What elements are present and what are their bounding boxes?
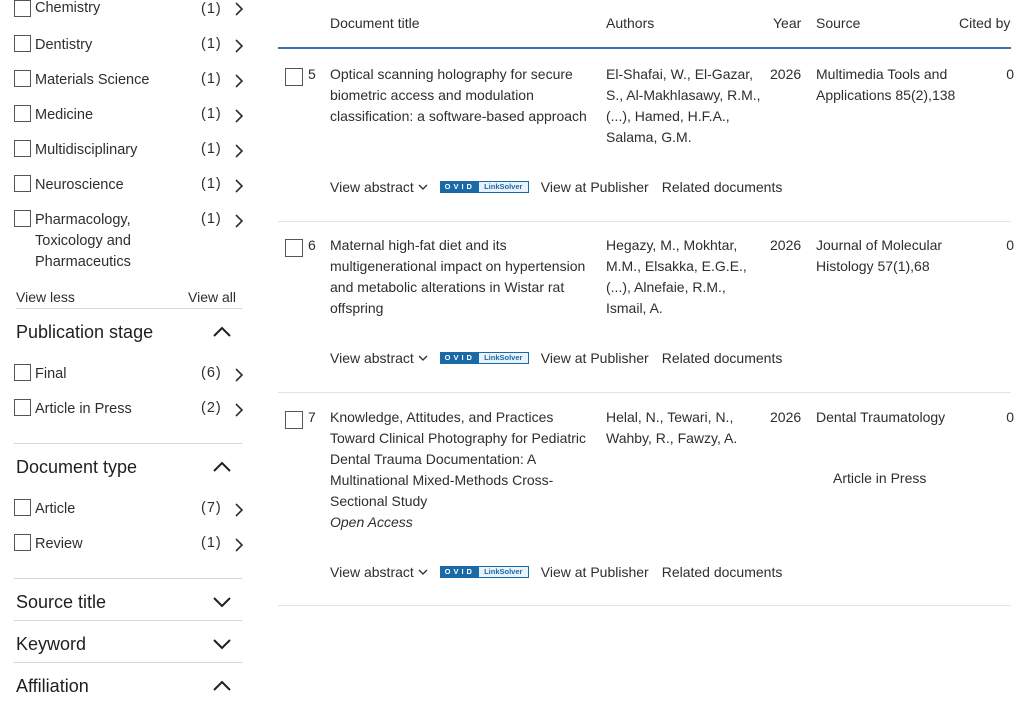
- keyword-header[interactable]: [16, 632, 242, 656]
- chevron-right-icon[interactable]: [232, 109, 246, 123]
- view-abstract-button[interactable]: [330, 350, 428, 366]
- related-documents-link[interactable]: Related documents: [661, 350, 783, 366]
- facet-label: Review: [35, 536, 83, 552]
- chevron-up-icon[interactable]: [212, 678, 232, 694]
- section-divider: [14, 443, 242, 444]
- facet-item-pharmacology[interactable]: [14, 210, 244, 274]
- table-row: [278, 235, 1014, 391]
- row-actions: [330, 562, 782, 582]
- chevron-right-icon[interactable]: [232, 214, 246, 228]
- facet-checkbox[interactable]: [14, 140, 31, 157]
- facet-count: (1): [201, 535, 222, 551]
- section-divider: [14, 662, 242, 663]
- facet-checkbox[interactable]: [14, 534, 31, 551]
- document-title-link[interactable]: [330, 407, 595, 533]
- view-abstract-label: View abstract: [330, 564, 414, 580]
- facet-count: (1): [201, 1, 222, 17]
- view-less-link[interactable]: View less: [16, 289, 75, 305]
- facet-label: Neuroscience: [35, 177, 124, 193]
- view-at-publisher-link[interactable]: View at Publisher: [540, 179, 649, 195]
- facet-item-neuroscience[interactable]: [14, 175, 244, 197]
- row-actions: [330, 348, 782, 368]
- caret-down-icon: [418, 568, 428, 576]
- header-cited-by[interactable]: Cited by: [959, 15, 1011, 31]
- document-title-link[interactable]: Optical scanning holography for secure biometric access and modulation classification: a software-based approach: [330, 66, 587, 124]
- facet-count: (1): [201, 106, 222, 122]
- section-title: Document type: [16, 457, 138, 477]
- chevron-right-icon[interactable]: [232, 538, 246, 552]
- view-at-publisher-link[interactable]: View at Publisher: [540, 350, 649, 366]
- year: 2026: [770, 66, 802, 82]
- row-divider: [278, 605, 1011, 606]
- row-divider: [278, 392, 1011, 393]
- ovid-linksolver-button[interactable]: [440, 566, 529, 578]
- caret-down-icon: [418, 183, 428, 191]
- section-title: Affiliation: [16, 676, 89, 696]
- linksolver-label: LinkSolver: [479, 567, 528, 577]
- row-divider: [278, 221, 1011, 222]
- section-title: Source title: [16, 592, 107, 612]
- related-documents-link[interactable]: Related documents: [661, 179, 783, 195]
- chevron-right-icon[interactable]: [232, 2, 246, 16]
- chevron-right-icon[interactable]: [232, 74, 246, 88]
- facet-checkbox[interactable]: [14, 105, 31, 122]
- view-abstract-button[interactable]: [330, 564, 428, 580]
- view-all-link[interactable]: View all: [188, 289, 236, 305]
- facet-checkbox[interactable]: [14, 70, 31, 87]
- chevron-right-icon[interactable]: [232, 503, 246, 517]
- chevron-right-icon[interactable]: [232, 39, 246, 53]
- facet-count: (2): [201, 400, 222, 416]
- header-year[interactable]: Year: [773, 15, 802, 31]
- facet-item-final[interactable]: [14, 364, 244, 386]
- header-rule: [278, 47, 1011, 49]
- ovid-logo: OVID: [441, 567, 479, 577]
- related-documents-link[interactable]: Related documents: [661, 564, 783, 580]
- chevron-right-icon[interactable]: [232, 144, 246, 158]
- open-access-label: Open Access: [330, 514, 413, 530]
- status-badge: Article in Press: [833, 470, 927, 486]
- row-number: 7: [308, 409, 316, 425]
- row-actions: [330, 177, 782, 197]
- facet-label: Chemistry: [35, 0, 101, 16]
- facet-count: (1): [201, 141, 222, 157]
- facet-checkbox[interactable]: [14, 364, 31, 381]
- facet-label: Dentistry: [35, 37, 93, 53]
- caret-down-icon: [418, 354, 428, 362]
- facet-count: (1): [201, 211, 222, 227]
- ovid-linksolver-button[interactable]: [440, 352, 529, 364]
- chevron-up-icon[interactable]: [212, 459, 232, 475]
- publication-stage-header[interactable]: [16, 320, 242, 344]
- facet-count: (7): [201, 500, 222, 516]
- results-table: [278, 0, 1012, 723]
- facet-label: Materials Science: [35, 72, 150, 88]
- chevron-right-icon[interactable]: [232, 179, 246, 193]
- cited-by-count[interactable]: 0: [1006, 66, 1014, 82]
- chevron-right-icon[interactable]: [232, 403, 246, 417]
- facet-label: Article in Press: [35, 401, 132, 417]
- facet-label: Multidisciplinary: [35, 142, 138, 158]
- table-row: [278, 64, 1014, 220]
- facet-count: (1): [201, 36, 222, 52]
- source-title-header[interactable]: [16, 590, 242, 614]
- facet-checkbox[interactable]: [14, 499, 31, 516]
- cited-by-count[interactable]: 0: [1006, 409, 1014, 425]
- header-authors[interactable]: Authors: [606, 15, 655, 31]
- authors-list[interactable]: Hegazy, M., Mokhtar, M.M., Elsakka, E.G.E., (...), Alnefaie, R.M., Ismail, A.: [606, 237, 747, 316]
- header-source[interactable]: Source: [816, 15, 861, 31]
- header-document-title[interactable]: Document title: [330, 15, 420, 31]
- row-number: 5: [308, 66, 316, 82]
- year: 2026: [770, 237, 802, 253]
- document-title-link[interactable]: Maternal high-fat diet and its multigenerational impact on hypertension and metabolic alterations in Wistar rat offspring: [330, 237, 586, 316]
- facet-view-links: [16, 289, 242, 309]
- source-link[interactable]: Multimedia Tools and Applications 85(2),138: [816, 66, 956, 103]
- facet-item-dentistry[interactable]: [14, 35, 244, 57]
- view-abstract-label: View abstract: [330, 350, 414, 366]
- view-abstract-button[interactable]: [330, 179, 428, 195]
- facet-item-materials-science[interactable]: [14, 70, 244, 92]
- year: 2026: [770, 409, 802, 425]
- linksolver-label: LinkSolver: [479, 353, 528, 363]
- document-title-text: Knowledge, Attitudes, and Practices Toward Clinical Photography for Pediatric Dental Trauma Documentation: A Multinational Mixed-Methods Cross-Sectional Study: [330, 409, 587, 509]
- facet-label: Final: [35, 366, 67, 382]
- facet-item-article-in-press[interactable]: [14, 399, 244, 421]
- row-number: 6: [308, 237, 316, 253]
- facet-item-multidisciplinary[interactable]: [14, 140, 244, 162]
- section-title: Publication stage: [16, 322, 154, 342]
- facet-item-article[interactable]: [14, 499, 244, 521]
- ovid-logo: OVID: [441, 353, 479, 363]
- facet-count: (1): [201, 176, 222, 192]
- facet-label: Pharmacology, Toxicology and Pharmaceutics: [35, 212, 131, 270]
- facet-count: (1): [201, 71, 222, 87]
- source-link[interactable]: Dental Traumatology: [816, 409, 946, 425]
- section-divider: [14, 620, 242, 621]
- ovid-linksolver-button[interactable]: [440, 181, 529, 193]
- linksolver-label: LinkSolver: [479, 182, 528, 192]
- cited-by-count[interactable]: 0: [1006, 237, 1014, 253]
- chevron-down-icon[interactable]: [212, 594, 232, 610]
- chevron-right-icon[interactable]: [232, 368, 246, 382]
- section-title: Keyword: [16, 634, 87, 654]
- table-row: [278, 407, 1014, 597]
- section-divider: [14, 578, 242, 579]
- source-link[interactable]: Journal of Molecular Histology 57(1),68: [816, 237, 943, 274]
- view-abstract-label: View abstract: [330, 179, 414, 195]
- facet-checkbox[interactable]: [14, 0, 31, 17]
- facet-label: Article: [35, 501, 76, 517]
- facet-checkbox[interactable]: [14, 210, 31, 227]
- facet-checkbox[interactable]: [14, 399, 31, 416]
- facet-label: Medicine: [35, 107, 94, 123]
- facet-checkbox[interactable]: [14, 35, 31, 52]
- authors-list[interactable]: Helal, N., Tewari, N., Wahby, R., Fawzy, A.: [606, 409, 738, 446]
- view-at-publisher-link[interactable]: View at Publisher: [540, 564, 649, 580]
- affiliation-header[interactable]: [16, 674, 242, 698]
- facet-item-review[interactable]: [14, 534, 244, 556]
- authors-list[interactable]: El-Shafai, W., El-Gazar, S., Al-Makhlasawy, R.M., (...), Hamed, H.F.A., Salama, G.M.: [606, 66, 761, 145]
- row-checkbox[interactable]: [285, 411, 303, 429]
- facet-item-chemistry[interactable]: [14, 0, 244, 22]
- row-checkbox[interactable]: [285, 239, 303, 257]
- chevron-up-icon[interactable]: [212, 324, 232, 340]
- filter-sidebar: [0, 0, 250, 723]
- facet-count: (6): [201, 365, 222, 381]
- row-checkbox[interactable]: [285, 68, 303, 86]
- ovid-logo: OVID: [441, 182, 479, 192]
- facet-item-medicine[interactable]: [14, 105, 244, 127]
- chevron-down-icon[interactable]: [212, 636, 232, 652]
- facet-checkbox[interactable]: [14, 175, 31, 192]
- document-type-header[interactable]: [16, 455, 242, 479]
